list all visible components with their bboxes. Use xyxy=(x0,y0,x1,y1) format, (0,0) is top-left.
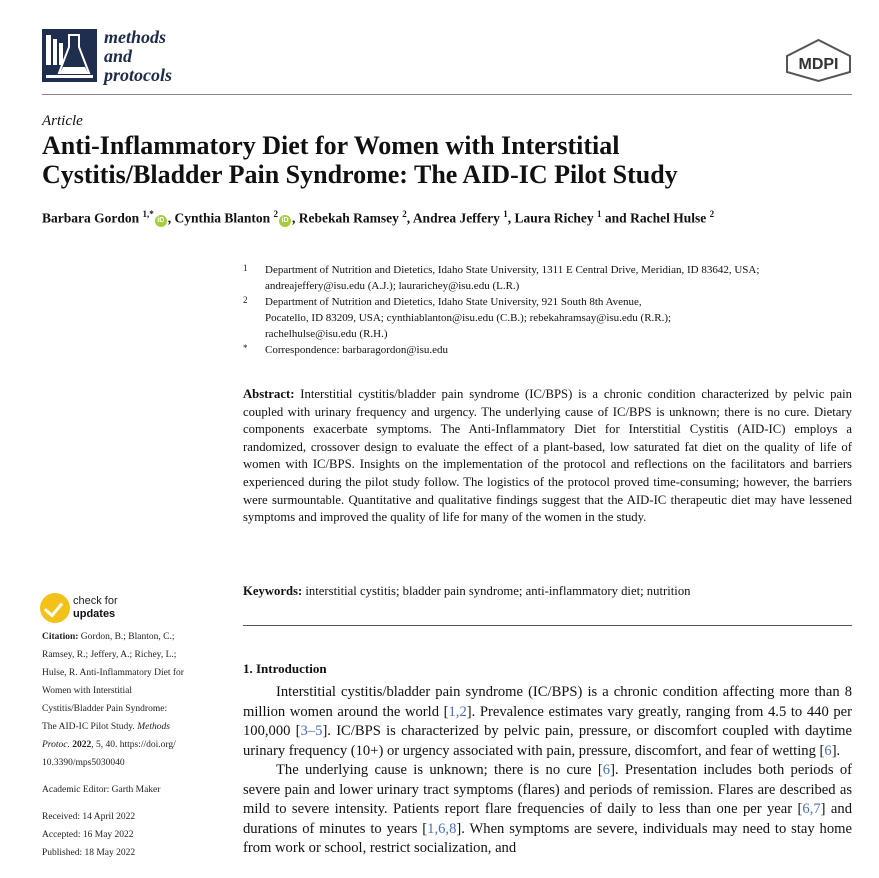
journal-name-line: and xyxy=(104,46,133,66)
citation-line xyxy=(42,718,222,736)
author-affiliation-mark: 2 xyxy=(709,209,715,219)
journal-logo-icon xyxy=(42,29,97,82)
author-separator: , xyxy=(406,210,413,226)
keywords-label: Keywords: xyxy=(243,584,303,598)
author-name: Andrea Jeffery xyxy=(412,210,500,226)
affiliation-line: rachelhulse@isu.edu (R.H.) xyxy=(265,328,388,340)
citation-line: Cystitis/Bladder Pain Syndrome: xyxy=(42,704,168,714)
body-text: Interstitial cystitis/bladder pain syndrome (IC/BPS) is a chronic condition affecting more than 8 million women around the world [ xyxy=(243,684,852,720)
orcid-icon[interactable]: iD xyxy=(279,215,291,227)
author-affiliation-mark: 1,* xyxy=(142,209,154,219)
body-text: ]. xyxy=(831,742,841,759)
author-affiliation-mark: 1 xyxy=(503,209,508,219)
journal-name-line: methods xyxy=(104,27,167,47)
publisher-logo-icon xyxy=(784,38,853,83)
published-date: Published: 18 May 2022 xyxy=(42,848,136,858)
author-affiliation-mark: 1 xyxy=(597,209,602,219)
affiliation-line: andreajeffery@isu.edu (A.J.); laurarichey@isu.edu (L.R.) xyxy=(265,280,520,292)
citation-doi-link[interactable]: 10.3390/mps5030040 xyxy=(42,758,125,768)
header-divider xyxy=(42,94,852,95)
abstract xyxy=(243,386,852,527)
citation-journal: Protoc. xyxy=(42,740,70,750)
author-list xyxy=(42,209,862,227)
check-updates-line: check for xyxy=(73,595,118,607)
affiliation-line: Department of Nutrition and Dietetics, Idaho State University, 921 South 8th Avenue, xyxy=(265,296,642,308)
affiliation-item xyxy=(243,294,863,342)
article-title-line: Anti-Inflammatory Diet for Women with Interstitial xyxy=(42,131,620,160)
article-type: Article xyxy=(42,113,83,129)
affiliation-item xyxy=(243,342,863,358)
citation-doi-link[interactable]: https://doi.org/ xyxy=(119,740,176,750)
affiliation-item xyxy=(243,262,863,294)
check-updates-line: updates xyxy=(73,608,116,620)
abstract-text: Interstitial cystitis/bladder pain syndrome (IC/BPS) is a chronic condition characterized by pelvic pain coupled with urinary frequency and urgency. The underlying cause of IC/BPS is unknown; there is no cure. Dietary components exacerbate symptoms. The Anti-Inflammatory Diet for Interstitial Cystitis (AID-IC) employs a randomized, crossover design to evaluate the effect of a plant-based, low saturated fat diet on the quality of life of women with IC/BPS. Insights on the implementation of the protocol and reflections on the facilitators and barriers experienced during the pilot study follow. The logistics of the protocol proved time-consuming; however, the barriers were surmountable. Quantitative and qualitative findings suggest that the AID-IC therapeutic diet may have lessened symptoms and improved the quality of life for many of the women in the study. xyxy=(243,387,852,525)
body-text: ]. Prevalence estimates vary greatly, ranging from 4.5 to 440 per 100,000 [ xyxy=(243,703,852,739)
section-heading: 1. Introduction xyxy=(243,661,327,676)
body-paragraph xyxy=(243,761,852,859)
author-name: Cynthia Blanton xyxy=(174,210,271,226)
citation-reference-link[interactable]: 6,7 xyxy=(802,801,821,817)
affiliation-mark: * xyxy=(243,343,248,353)
citation-line xyxy=(42,628,222,646)
citation-volume: , 5, 40. xyxy=(91,740,118,750)
author-separator: , xyxy=(507,210,515,226)
citation-line: Ramsey, R.; Jeffery, A.; Richey, L.; xyxy=(42,650,177,660)
citation-reference-link[interactable]: 6 xyxy=(602,762,611,778)
citation-text: The AID-IC Pilot Study. xyxy=(42,722,135,732)
section-divider xyxy=(243,625,852,626)
body-text: ]. Presentation includes both periods of severe pain and lower urinary tract symptoms (flares) and periods of remission. Flares are described as mild to severe intensity. Patients report flare frequencies of daily to less than one per year [ xyxy=(243,762,852,817)
introduction-body xyxy=(243,683,852,859)
citation-reference-link[interactable]: 1,6,8 xyxy=(427,820,457,837)
journal-name xyxy=(104,28,172,85)
check-for-updates-badge[interactable] xyxy=(40,593,180,625)
check-updates-icon[interactable] xyxy=(40,593,70,623)
body-text: The underlying cause is unknown; there is no cure [ xyxy=(276,762,603,778)
citation-reference-link[interactable]: 6 xyxy=(824,742,832,759)
affiliation-mark: 1 xyxy=(243,263,248,273)
author-separator: , xyxy=(292,210,299,226)
received-date: Received: 14 April 2022 xyxy=(42,812,136,822)
accepted-date: Accepted: 16 May 2022 xyxy=(42,830,134,840)
orcid-icon[interactable]: iD xyxy=(155,215,167,227)
citation-journal: Methods xyxy=(137,722,170,732)
side-column xyxy=(42,628,222,862)
author-separator: , xyxy=(167,210,175,226)
author-separator: and xyxy=(601,210,631,226)
academic-editor: Academic Editor: Garth Maker xyxy=(42,785,161,795)
abstract-label: Abstract: xyxy=(243,387,295,401)
citation-line: Hulse, R. Anti-Inflammatory Diet for xyxy=(42,668,184,678)
citation-year: 2022 xyxy=(72,740,92,750)
citation-label: Citation: xyxy=(42,632,79,642)
journal-name-line: protocols xyxy=(104,65,173,85)
body-text: ]. When symptoms are severe, individuals may need to stay home from work or school, restrict socialization, and xyxy=(243,820,852,856)
author-name: Rebekah Ramsey xyxy=(298,210,399,226)
citation-line: Women with Interstitial xyxy=(42,686,132,696)
affiliation-line: Pocatello, ID 83209, USA; cynthiablanton@isu.edu (C.B.); rebekahramsay@isu.edu (R.R.); xyxy=(265,312,672,324)
affiliations xyxy=(243,262,863,358)
affiliation-mark: 2 xyxy=(243,295,248,305)
citation-reference-link[interactable]: 1,2 xyxy=(448,703,467,720)
body-text: ] and durations of minutes to years [ xyxy=(243,801,852,837)
affiliation-line: Department of Nutrition and Dietetics, Idaho State University, 1311 E Central Drive, Meridian, ID 83642, USA; xyxy=(265,264,760,276)
article-title-line: Cystitis/Bladder Pain Syndrome: The AID-IC Pilot Study xyxy=(42,160,678,189)
keywords xyxy=(243,584,852,599)
citation-reference-link[interactable]: 3–5 xyxy=(300,723,323,739)
keywords-text: interstitial cystitis; bladder pain syndrome; anti-inflammatory diet; nutrition xyxy=(305,584,691,598)
affiliation-line: Correspondence: barbaragordon@isu.edu xyxy=(265,344,449,356)
publisher-name: MDPI xyxy=(798,56,839,73)
citation-text: Gordon, B.; Blanton, C.; xyxy=(80,632,175,642)
author-affiliation-mark: 2 xyxy=(273,209,279,219)
body-text: ]. IC/BPS is characterized by pelvic pain, pressure, or discomfort coupled with daytime urinary frequency (10+) or urgency associated with pain, pressure, discomfort, and fear of wetting [ xyxy=(243,723,852,759)
author-affiliation-mark: 2 xyxy=(402,209,407,219)
check-updates-text[interactable] xyxy=(73,595,118,621)
author-name: Laura Richey xyxy=(514,210,594,226)
citation-line xyxy=(42,736,222,754)
author-name: Rachel Hulse xyxy=(630,210,707,226)
author-name: Barbara Gordon xyxy=(42,210,140,226)
body-paragraph xyxy=(243,683,852,761)
article-title xyxy=(42,131,842,189)
